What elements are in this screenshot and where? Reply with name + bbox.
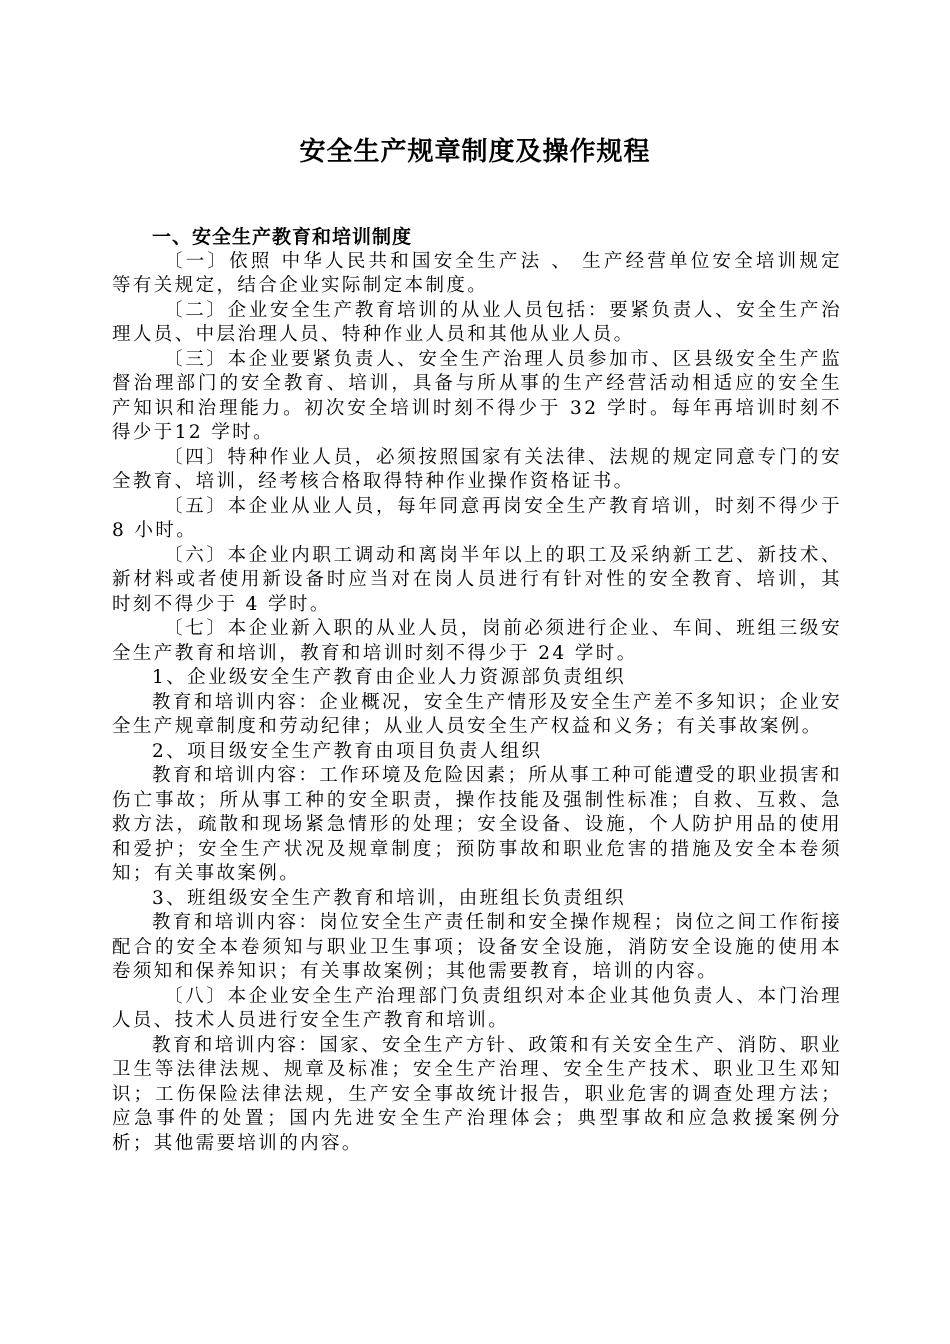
clause-5: 〔五〕本企业从业人员，每年同意再岗安全生产教育培训，时刻不得少于 8 小时。 bbox=[112, 495, 842, 541]
clause-6: 〔六〕本企业内职工调动和离岗半年以上的职工及采纳新工艺、新技术、新材料或者使用新设备时应当对在岗人员进行有针对性的安全教育、培训，其时刻不得少于 4 学时。 bbox=[112, 544, 842, 615]
clause-8-content: 教育和培训内容：国家、安全生产方针、政策和有关安全生产、消防、职业卫生等法律法规、规章及标准；安全生产治理、安全生产技术、职业卫生邓知识；工伤保险法律法规，生产安全事故统计报告，职业危害的调查处理方法；应急事件的处置；国内先进安全生产治理体会；典型事故和应急救援案例分析；其他需要培训的内容。 bbox=[112, 1034, 842, 1154]
clause-8: 〔八〕本企业安全生产治理部门负责组织对本企业其他负责人、本门治理人员、技术人员进行安全生产教育和培训。 bbox=[112, 985, 842, 1031]
section-heading: 一、安全生产教育和培训制度 bbox=[152, 226, 413, 248]
clause-7: 〔七〕本企业新入职的从业人员，岗前必须进行企业、车间、班组三级安全生产教育和培训，教育和培训时刻不得少于 24 学时。 bbox=[112, 618, 842, 664]
clause-4: 〔四〕特种作业人员，必须按照国家有关法律、法规的规定同意专门的安全教育、培训，经考核合格取得特种作业操作资格证书。 bbox=[112, 446, 842, 492]
subsection-heading-2: 2、项目级安全生产教育由项目负责人组织 bbox=[152, 740, 543, 762]
document-title: 安全生产规章制度及操作规程 bbox=[299, 137, 651, 167]
subsection-content-1: 教育和培训内容：企业概况，安全生产情形及安全生产差不多知识；企业安全生产规章制度和劳动纪律；从业人员安全生产权益和义务；有关事故案例。 bbox=[112, 691, 842, 737]
subsection-content-3: 教育和培训内容：岗位安全生产责任制和安全操作规程；岗位之间工作衔接配合的安全本卷须知与职业卫生事项；设备安全设施，消防安全设施的使用本卷须知和保养知识；有关事故案例；其他需要教育，培训的内容。 bbox=[112, 912, 842, 982]
subsection-heading-1: 1、企业级安全生产教育由企业人力资源部负责组织 bbox=[152, 667, 626, 688]
document-body bbox=[112, 225, 842, 1156]
clause-2: 〔二〕企业安全生产教育培训的从业人员包括：要紧负责人、安全生产治理人员、中层治理人员、特种作业人员和其他从业人员。 bbox=[112, 299, 842, 345]
clause-1: 〔一〕依照 中华人民共和国安全生产法 、 生产经营单位安全培训规定 等有关规定，结合企业实际制定本制度。 bbox=[112, 250, 842, 296]
clause-3: 〔三〕本企业要紧负责人、安全生产治理人员参加市、区县级安全生产监督治理部门的安全教育、培训，具备与所从事的生产经营活动相适应的安全生产知识和治理能力。初次安全培训时刻不得少于 32 学时。每年再培训时刻不得少于12 学时。 bbox=[112, 348, 842, 443]
subsection-content-2: 教育和培训内容：工作环境及危险因素；所从事工种可能遭受的职业损害和伤亡事故；所从事工种的安全职责，操作技能及强制性标准；自救、互救、急救方法，疏散和现场紧急情形的处理；安全设备、设施，个人防护用品的使用和爱护；安全生产状况及规章制度；预防事故和职业危害的措施及安全本卷须知；有关事故案例。 bbox=[112, 765, 842, 884]
subsection-heading-3: 3、班组级安全生产教育和培训，由班组长负责组织 bbox=[152, 887, 626, 909]
